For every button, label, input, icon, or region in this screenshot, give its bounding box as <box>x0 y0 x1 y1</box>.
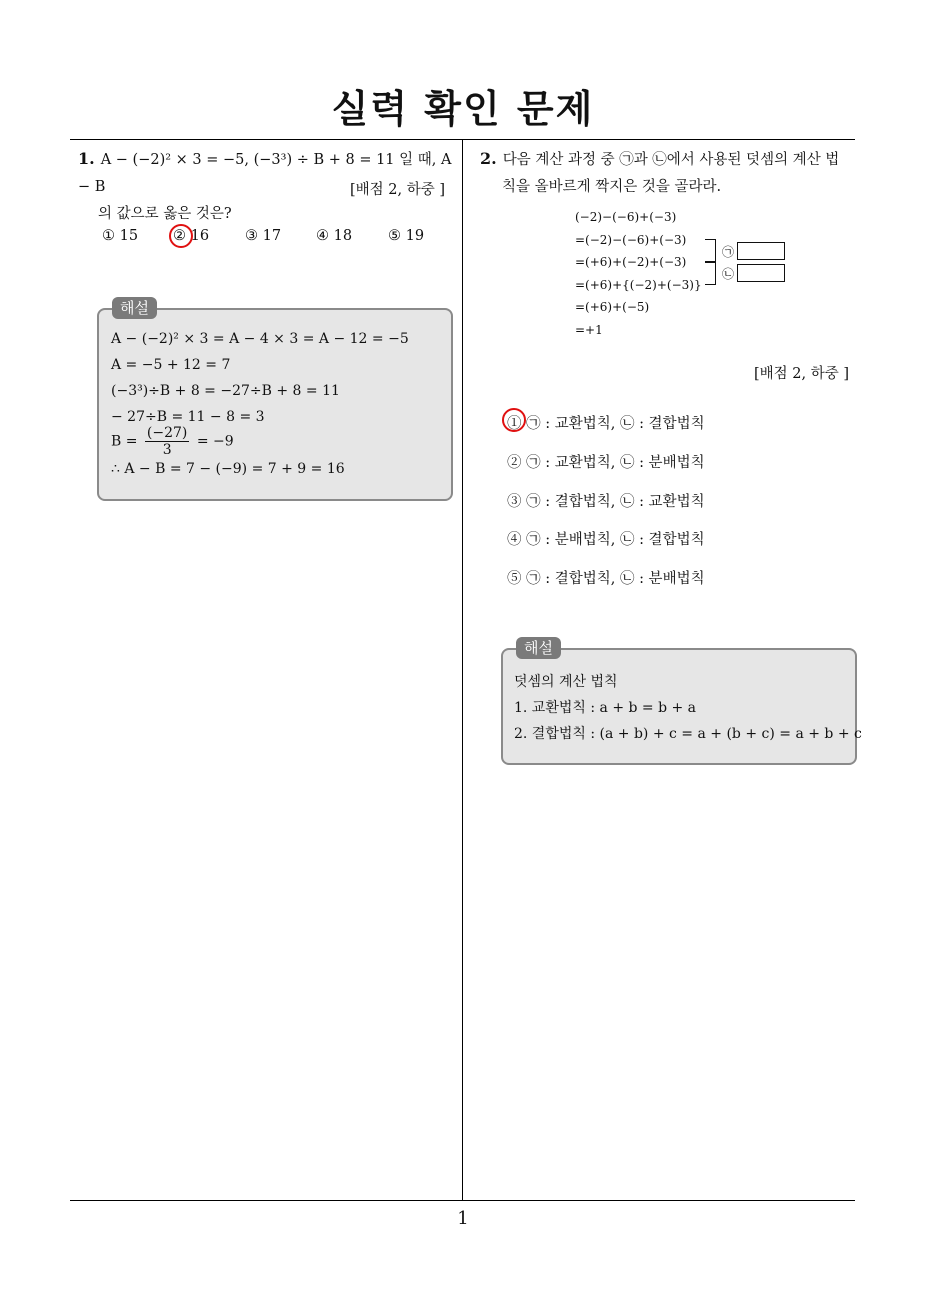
q1-choice-2[interactable]: ② 16 <box>173 228 210 244</box>
calc-line: =+1 <box>575 322 603 337</box>
q1-solution-line: (−3³)÷B + 8 = −27÷B + 8 = 11 <box>111 383 340 399</box>
calc-line: =(+6)+(−5) <box>575 300 650 314</box>
label-a: ㉠ <box>722 245 735 259</box>
question-2 <box>480 145 860 201</box>
q1-solution-line: − 27÷B = 11 − 8 = 3 <box>111 409 265 425</box>
q1-solution-line: A − (−2)² × 3 = A − 4 × 3 = A − 12 = −5 <box>111 331 409 347</box>
q2-choice-5[interactable]: ⑤ ㉠ : 결합법칙, ㉡ : 분배법칙 <box>507 571 705 587</box>
calc-line: =(+6)+(−2)+(−3) <box>575 255 687 269</box>
q1-solution-line: A = −5 + 12 = 7 <box>111 357 231 373</box>
q2-solution-line: 덧셈의 계산 법칙 <box>514 674 618 690</box>
blank-a <box>737 242 785 260</box>
fraction-lhs: B = <box>111 433 138 450</box>
q2-solution-line: 1. 교환법칙 : a + b = b + a <box>514 700 697 716</box>
q1-solution-line: ∴ A − B = 7 − (−9) = 7 + 9 = 16 <box>111 461 345 477</box>
blank-b <box>737 264 785 282</box>
q2-choice-4[interactable]: ④ ㉠ : 분배법칙, ㉡ : 결합법칙 <box>507 532 705 548</box>
page-number: 1 <box>457 1208 469 1229</box>
question-1-line1: A − (−2)² × 3 = −5, (−3³) ÷ B + 8 = 11 일 때, A − B <box>78 152 452 195</box>
calc-line: (−2)−(−6)+(−3) <box>575 210 677 224</box>
column-divider <box>462 139 463 1200</box>
question-2-line2: 칙을 올바르게 짝지은 것을 골라라. <box>502 179 722 195</box>
fraction-rhs: = −9 <box>196 433 234 450</box>
question-2-meta: [배점 2, 하중 ] <box>754 366 850 382</box>
question-1-number: 1. <box>78 149 95 168</box>
q2-solution-line: 2. 결합법칙 : (a + b) + c = a + (b + c) = a + b + c <box>514 726 862 742</box>
q1-choice-5[interactable]: ⑤ 19 <box>388 228 425 244</box>
label-b: ㉡ <box>722 267 735 281</box>
calc-line: =(−2)−(−6)+(−3) <box>575 232 687 247</box>
bracket-b <box>705 261 716 285</box>
bottom-rule <box>70 1200 855 1201</box>
q1-choice-4[interactable]: ④ 18 <box>316 228 353 244</box>
bracket-a <box>705 239 716 263</box>
question-1-line2: 의 값으로 옳은 것은? <box>98 206 232 222</box>
q1-choice-3[interactable]: ③ 17 <box>245 228 282 244</box>
q1-choice-1[interactable]: ① 15 <box>102 228 139 244</box>
fraction-denominator: 3 <box>162 442 172 458</box>
q1-solution-fraction-line <box>111 425 234 458</box>
q1-solution-tab: 해설 <box>112 297 157 319</box>
question-2-number: 2. <box>480 149 497 168</box>
q2-choice-1[interactable]: ① ㉠ : 교환법칙, ㉡ : 결합법칙 <box>507 416 705 432</box>
calculation-steps <box>575 206 702 341</box>
q2-solution-tab: 해설 <box>516 637 561 659</box>
calc-line: =(+6)+{(−2)+(−3)} <box>575 277 702 292</box>
question-2-line1: 다음 계산 과정 중 ㉠과 ㉡에서 사용된 덧셈의 계산 법 <box>502 152 840 168</box>
q2-choice-3[interactable]: ③ ㉠ : 결합법칙, ㉡ : 교환법칙 <box>507 494 705 510</box>
fraction <box>145 425 189 458</box>
page-title: 실력 확인 문제 <box>331 87 595 131</box>
question-1-meta: [배점 2, 하중 ] <box>350 182 446 198</box>
fraction-numerator: (−27) <box>146 425 188 441</box>
q2-choice-2[interactable]: ② ㉠ : 교환법칙, ㉡ : 분배법칙 <box>507 455 705 471</box>
